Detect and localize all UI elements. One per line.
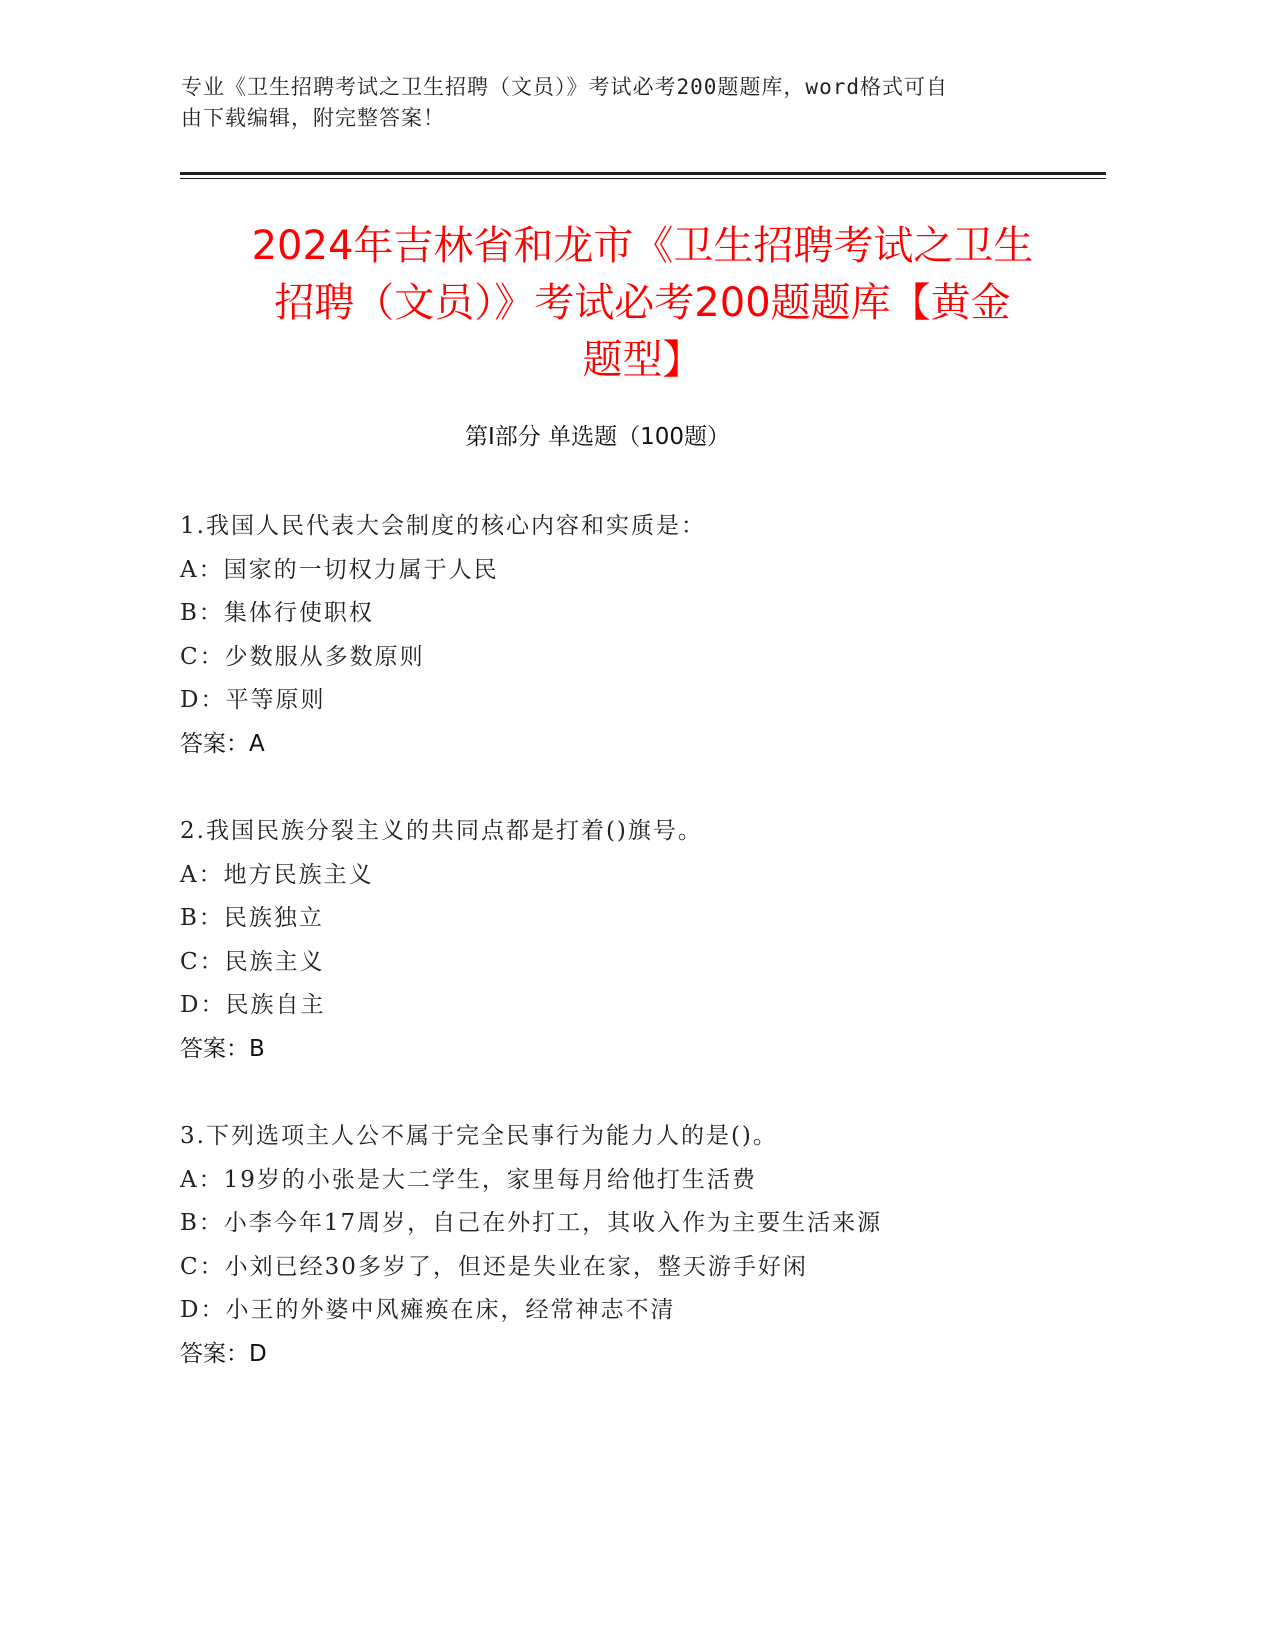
header-line-1: 专业《卫生招聘考试之卫生招聘（文员）》考试必考200题题库，word格式可自 — [181, 75, 948, 99]
option-c: C：民族主义 — [180, 948, 325, 975]
answer: 答案：D — [180, 1340, 267, 1367]
title-line-3: 题型】 — [582, 337, 703, 383]
header-line-2: 由下载编辑，附完整答案！ — [181, 106, 445, 130]
question-stem: 2.我国民族分裂主义的共同点都是打着()旗号。 — [180, 818, 703, 844]
question-3 — [180, 1115, 1080, 1376]
header-divider-thick — [180, 172, 1106, 175]
title-line-2: 招聘（文员）》考试必考200题题库【黄金 — [274, 280, 1011, 326]
question-stem: 1.我国人民代表大会制度的核心内容和实质是： — [180, 513, 706, 539]
question-1 — [180, 505, 1080, 766]
answer: 答案：B — [180, 1035, 265, 1062]
option-a: A：19岁的小张是大二学生，家里每月给他打生活费 — [180, 1166, 757, 1193]
document-title — [150, 218, 1135, 389]
option-b: B：集体行使职权 — [180, 600, 374, 626]
answer: 答案：A — [180, 730, 265, 757]
option-c: C：少数服从多数原则 — [180, 643, 425, 670]
option-d: D：平等原则 — [180, 687, 326, 713]
section-title: 第Ⅰ部分 单选题（100题） — [465, 424, 730, 450]
question-stem: 3.下列选项主人公不属于完全民事行为能力人的是()。 — [180, 1123, 778, 1149]
question-2 — [180, 810, 1080, 1071]
title-line-1: 2024年吉林省和龙市《卫生招聘考试之卫生 — [251, 223, 1034, 269]
option-b: B：小李今年17周岁，自己在外打工，其收入作为主要生活来源 — [180, 1210, 883, 1236]
option-c: C：小刘已经30多岁了，但还是失业在家，整天游手好闲 — [180, 1253, 808, 1280]
option-d: D：小王的外婆中风瘫痪在床，经常神志不清 — [180, 1297, 676, 1323]
option-a: A：地方民族主义 — [180, 861, 374, 888]
header-divider-thin — [180, 178, 1106, 179]
option-a: A：国家的一切权力属于人民 — [180, 556, 499, 583]
option-b: B：民族独立 — [180, 905, 324, 931]
page-header — [181, 72, 1041, 134]
option-d: D：民族自主 — [180, 992, 326, 1018]
